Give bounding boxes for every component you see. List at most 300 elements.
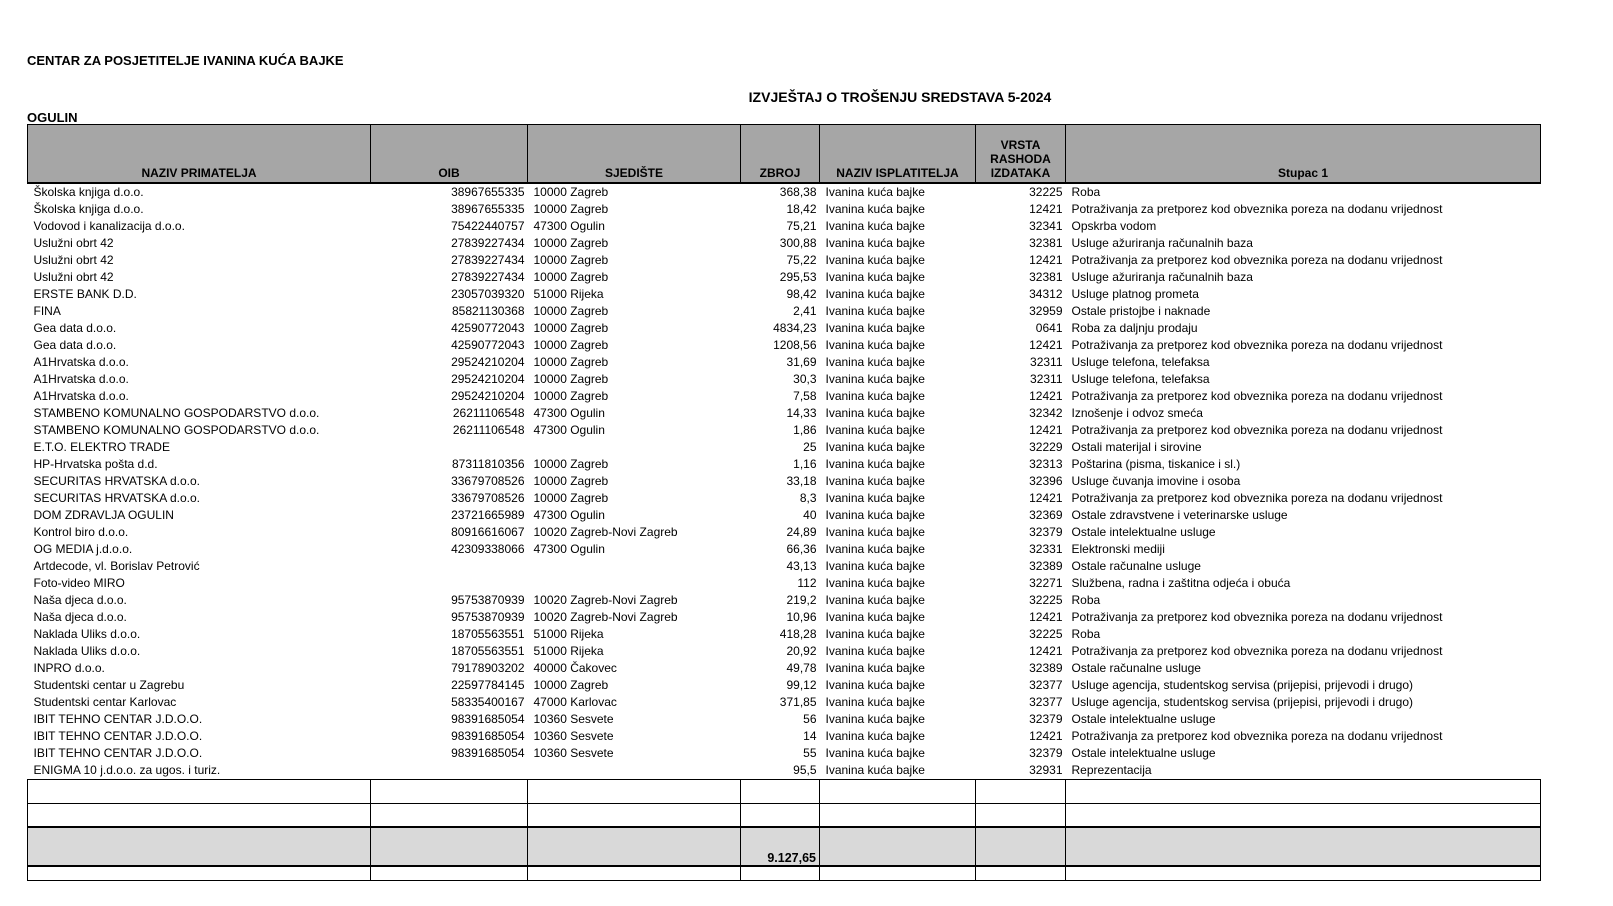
cell-stupac-1: Službena, radna i zaštitna odjeća i obuća [1071,575,1291,590]
cell-vrsta-rashoda-izdataka: 34312 [1029,286,1063,301]
table-row [28,388,1541,405]
table-row [28,711,1541,728]
cell-vrsta-rashoda-izdataka: 12421 [1029,422,1063,437]
cell-stupac-1: Usluge ažuriranja računalnih baza [1071,269,1253,284]
cell-stupac-1: Ostale zdravstvene i veterinarske usluge [1071,507,1288,522]
cell-oib: 23057039320 [451,286,525,301]
cell-stupac-1: Potraživanja za pretporez kod obveznika poreza na dodanu vrijednost [1071,728,1443,743]
cell-sjediste: 10000 Zagreb [533,201,609,216]
cell-sjediste: 10360 Sesvete [533,745,614,760]
cell-vrsta-rashoda-izdataka: 32369 [1029,507,1063,522]
table-row [28,371,1541,388]
cell-sjediste: 10000 Zagreb [533,371,609,386]
footer-empty-row [28,803,1541,827]
cell-zbroj: 33,18 [786,473,817,488]
cell-stupac-1: Potraživanja za pretporez kod obveznika poreza na dodanu vrijednost [1071,337,1443,352]
cell-oib: 75422440757 [451,218,525,233]
cell-vrsta-rashoda-izdataka: 32225 [1029,184,1063,199]
cell-sjediste: 10000 Zagreb [533,235,609,250]
cell-zbroj: 75,22 [786,252,817,267]
cell-vrsta-rashoda-izdataka: 12421 [1029,609,1063,624]
cell-naziv-isplatitelja: Ivanina kuća bajke [825,337,925,352]
cell-oib [371,558,528,575]
footer-cell [820,803,976,827]
footer-cell [741,803,820,827]
cell-naziv-isplatitelja: Ivanina kuća bajke [825,320,925,335]
cell-stupac-1: Ostale pristojbe i naknade [1071,303,1211,318]
cell-vrsta-rashoda-izdataka: 32381 [1029,269,1063,284]
cell-naziv-isplatitelja: Ivanina kuća bajke [825,626,925,641]
table-row [28,252,1541,269]
footer-cell [1066,779,1541,803]
cell-vrsta-rashoda-izdataka: 32342 [1029,405,1063,420]
cell-naziv-primatelja: OG MEDIA j.d.o.o. [33,541,133,556]
cell-naziv-primatelja: HP-Hrvatska pošta d.d. [33,456,158,471]
cell-oib: 29524210204 [451,388,525,403]
cell-vrsta-rashoda-izdataka: 32396 [1029,473,1063,488]
cell-vrsta-rashoda-izdataka: 32377 [1029,677,1063,692]
cell-naziv-primatelja: Vodovod i kanalizacija d.o.o. [33,218,185,233]
cell-sjediste: 40000 Čakovec [533,660,617,675]
table-row [28,677,1541,694]
cell-vrsta-rashoda-izdataka: 32381 [1029,235,1063,250]
table-row [28,183,1541,201]
footer-cell [1066,803,1541,827]
cell-zbroj: 10,96 [786,609,817,624]
cell-oib: 33679708526 [451,490,525,505]
footer-cell [28,866,371,880]
cell-sjediste: 51000 Rijeka [533,643,604,658]
cell-zbroj: 98,42 [786,286,817,301]
cell-naziv-primatelja: Naklada Uliks d.o.o. [33,626,141,641]
cell-naziv-isplatitelja: Ivanina kuća bajke [825,371,925,386]
cell-naziv-isplatitelja: Ivanina kuća bajke [825,303,925,318]
cell-naziv-primatelja: IBIT TEHNO CENTAR J.D.O.O. [33,745,203,760]
total-zbroj-value: 9.127,65 [741,827,820,866]
cell-naziv-primatelja: FINA [33,303,61,318]
total-row [28,827,1541,866]
cell-sjediste: 10000 Zagreb [533,320,609,335]
cell-stupac-1: Usluge agencija, studentskog servisa (prijepisi, prijevodi i drugo) [1071,677,1414,692]
cell-naziv-isplatitelja: Ivanina kuća bajke [825,507,925,522]
cell-oib: 42590772043 [451,320,525,335]
cell-zbroj: 75,21 [786,218,817,233]
cell-oib: 23721665989 [451,507,525,522]
footer-cell [528,779,741,803]
cell-naziv-primatelja: Studentski centar Karlovac [33,694,177,709]
cell-oib: 27839227434 [451,252,525,267]
cell-naziv-isplatitelja: Ivanina kuća bajke [825,201,925,216]
cell-naziv-isplatitelja: Ivanina kuća bajke [825,609,925,624]
cell-vrsta-rashoda-izdataka: 32931 [1029,762,1063,777]
cell-naziv-isplatitelja: Ivanina kuća bajke [825,660,925,675]
cell-naziv-primatelja: Artdecode, vl. Borislav Petrović [33,558,200,573]
cell-zbroj: 295,53 [779,269,817,284]
table-row [28,422,1541,439]
cell-oib: 29524210204 [451,371,525,386]
cell-sjediste: 10000 Zagreb [533,388,609,403]
footer-cell [976,866,1066,880]
cell-oib: 87311810356 [451,456,525,471]
cell-oib: 85821130368 [451,303,525,318]
cell-vrsta-rashoda-izdataka: 32311 [1030,371,1063,386]
cell-vrsta-rashoda-izdataka: 32225 [1029,626,1063,641]
cell-zbroj: 40 [803,507,817,522]
table-row [28,575,1541,592]
cell-naziv-isplatitelja: Ivanina kuća bajke [825,762,925,777]
footer-cell [1066,866,1541,880]
cell-sjediste: 10020 Zagreb-Novi Zagreb [533,609,678,624]
footer-cell [1066,827,1541,866]
cell-zbroj: 24,89 [786,524,817,539]
cell-sjediste: 10000 Zagreb [533,473,609,488]
table-row [28,218,1541,235]
cell-naziv-primatelja: Foto-video MIRO [33,575,125,590]
cell-zbroj: 43,13 [786,558,817,573]
cell-naziv-primatelja: Naša djeca d.o.o. [33,592,127,607]
cell-naziv-isplatitelja: Ivanina kuća bajke [825,388,925,403]
cell-vrsta-rashoda-izdataka: 32229 [1029,439,1063,454]
cell-zbroj: 219,2 [786,592,817,607]
col-header-naziv-primatelja: NAZIV PRIMATELJA [28,125,371,183]
cell-zbroj: 49,78 [786,660,817,675]
cell-naziv-primatelja: A1Hrvatska d.o.o. [33,371,129,386]
col-header-stupac-1: Stupac 1 [1066,125,1541,183]
table-row [28,626,1541,643]
footer-empty-row [28,779,1541,803]
cell-naziv-isplatitelja: Ivanina kuća bajke [825,354,925,369]
cell-naziv-primatelja: SECURITAS HRVATSKA d.o.o. [33,490,200,505]
header-row [28,125,1541,183]
cell-vrsta-rashoda-izdataka: 32311 [1030,354,1063,369]
cell-sjediste: 10020 Zagreb-Novi Zagreb [533,524,678,539]
cell-oib: 42309338066 [451,541,525,556]
cell-zbroj: 14,33 [786,405,817,420]
cell-oib [371,575,528,592]
table-row [28,490,1541,507]
footer-cell [820,827,976,866]
cell-vrsta-rashoda-izdataka: 32389 [1029,558,1063,573]
cell-stupac-1: Reprezentacija [1071,762,1152,777]
footer-cell [528,866,741,880]
cell-sjediste: 47300 Ogulin [533,541,605,556]
col-header-sjediste: SJEDIŠTE [528,125,741,183]
footer-cell [371,866,528,880]
table-row [28,286,1541,303]
cell-zbroj: 18,42 [786,201,817,216]
cell-stupac-1: Potraživanja za pretporez kod obveznika poreza na dodanu vrijednost [1071,643,1443,658]
cell-oib: 18705563551 [451,626,525,641]
cell-sjediste: 47000 Karlovac [533,694,617,709]
cell-vrsta-rashoda-izdataka: 32959 [1029,303,1063,318]
cell-zbroj: 8,3 [799,490,817,505]
table-row [28,694,1541,711]
table-row [28,524,1541,541]
cell-sjediste: 10000 Zagreb [533,252,609,267]
table-row [28,456,1541,473]
cell-vrsta-rashoda-izdataka: 12421 [1029,337,1063,352]
cell-naziv-primatelja: Gea data d.o.o. [33,320,117,335]
cell-zbroj: 7,58 [793,388,817,403]
cell-oib: 98391685054 [451,711,525,726]
cell-naziv-isplatitelja: Ivanina kuća bajke [825,422,925,437]
cell-naziv-primatelja: E.T.O. ELEKTRO TRADE [33,439,170,454]
cell-naziv-primatelja: Naša djeca d.o.o. [33,609,127,624]
cell-stupac-1: Potraživanja za pretporez kod obveznika poreza na dodanu vrijednost [1071,388,1443,403]
footer-cell [28,827,371,866]
cell-naziv-isplatitelja: Ivanina kuća bajke [825,592,925,607]
cell-vrsta-rashoda-izdataka: 32225 [1029,592,1063,607]
cell-sjediste: 10000 Zagreb [533,337,609,352]
table-row [28,558,1541,575]
cell-sjediste: 47300 Ogulin [533,422,605,437]
cell-zbroj: 99,12 [786,677,817,692]
cell-stupac-1: Ostali materijal i sirovine [1071,439,1202,454]
cell-naziv-isplatitelja: Ivanina kuća bajke [825,643,925,658]
cell-naziv-isplatitelja: Ivanina kuća bajke [825,252,925,267]
cell-oib: 42590772043 [451,337,525,352]
cell-zbroj: 20,92 [786,643,817,658]
cell-oib: 22597784145 [451,677,525,692]
table-row [28,473,1541,490]
cell-sjediste: 10000 Zagreb [533,303,609,318]
cell-stupac-1: Usluge platnog prometa [1071,286,1199,301]
cell-naziv-isplatitelja: Ivanina kuća bajke [825,490,925,505]
footer-cell [371,827,528,866]
cell-naziv-isplatitelja: Ivanina kuća bajke [825,184,925,199]
cell-naziv-isplatitelja: Ivanina kuća bajke [825,286,925,301]
table-row [28,643,1541,660]
cell-naziv-primatelja: Naklada Uliks d.o.o. [33,643,141,658]
cell-naziv-primatelja: Studentski centar u Zagrebu [33,677,185,692]
cell-zbroj: 95,5 [793,762,817,777]
cell-stupac-1: Usluge telefona, telefaksa [1071,354,1210,369]
report-table-body [28,183,1541,780]
cell-zbroj: 66,36 [786,541,817,556]
table-row [28,609,1541,626]
cell-stupac-1: Usluge agencija, studentskog servisa (prijepisi, prijevodi i drugo) [1071,694,1414,709]
table-row [28,507,1541,524]
cell-stupac-1: Usluge čuvanja imovine i osoba [1071,473,1241,488]
table-row [28,303,1541,320]
cell-oib: 18705563551 [451,643,525,658]
cell-stupac-1: Usluge telefona, telefaksa [1071,371,1210,386]
cell-oib: 33679708526 [451,473,525,488]
cell-oib: 27839227434 [451,235,525,250]
cell-oib: 26211106548 [452,405,525,420]
cell-oib: 95753870939 [451,592,525,607]
cell-zbroj: 2,41 [793,303,817,318]
cell-sjediste: 47300 Ogulin [533,507,605,522]
table-row [28,660,1541,677]
cell-oib [371,439,528,456]
cell-sjediste: 47300 Ogulin [533,218,605,233]
cell-naziv-primatelja: SECURITAS HRVATSKA d.o.o. [33,473,200,488]
cell-vrsta-rashoda-izdataka: 32379 [1029,524,1063,539]
cell-naziv-primatelja: INPRO d.o.o. [33,660,105,675]
cell-vrsta-rashoda-izdataka: 32379 [1029,745,1063,760]
cell-naziv-isplatitelja: Ivanina kuća bajke [825,235,925,250]
cell-oib: 58335400167 [451,694,525,709]
cell-vrsta-rashoda-izdataka: 12421 [1029,201,1063,216]
cell-oib: 98391685054 [451,728,525,743]
cell-sjediste: 10000 Zagreb [533,184,609,199]
cell-zbroj: 30,3 [793,371,817,386]
cell-vrsta-rashoda-izdataka: 12421 [1029,252,1063,267]
cell-naziv-isplatitelja: Ivanina kuća bajke [825,677,925,692]
footer-cell [741,779,820,803]
cell-sjediste: 51000 Rijeka [533,626,604,641]
table-row [28,269,1541,286]
cell-stupac-1: Roba [1071,184,1101,199]
cell-oib: 38967655335 [451,184,525,199]
cell-stupac-1: Roba za daljnju prodaju [1071,320,1198,335]
footer-cell [528,803,741,827]
cell-vrsta-rashoda-izdataka: 32313 [1029,456,1063,471]
cell-zbroj: 368,38 [779,184,817,199]
cell-zbroj: 300,88 [779,235,817,250]
cell-naziv-primatelja: Školska knjiga d.o.o. [33,201,144,216]
cell-vrsta-rashoda-izdataka: 12421 [1029,388,1063,403]
cell-stupac-1: Ostale intelektualne usluge [1071,745,1216,760]
cell-naziv-isplatitelja: Ivanina kuća bajke [825,541,925,556]
cell-naziv-primatelja: Gea data d.o.o. [33,337,117,352]
cell-sjediste: 10360 Sesvete [533,711,614,726]
cell-naziv-isplatitelja: Ivanina kuća bajke [825,711,925,726]
cell-zbroj: 1208,56 [773,337,817,352]
cell-naziv-isplatitelja: Ivanina kuća bajke [825,745,925,760]
footer-cell [820,866,976,880]
footer-cell [528,827,741,866]
cell-stupac-1: Potraživanja za pretporez kod obveznika poreza na dodanu vrijednost [1071,252,1443,267]
cell-zbroj: 55 [803,745,817,760]
cell-stupac-1: Usluge ažuriranja računalnih baza [1071,235,1253,250]
cell-stupac-1: Iznošenje i odvoz smeća [1071,405,1203,420]
cell-stupac-1: Potraživanja za pretporez kod obveznika poreza na dodanu vrijednost [1071,490,1443,505]
cell-zbroj: 31,69 [786,354,817,369]
cell-sjediste [528,439,741,456]
report-title: IZVJEŠTAJ O TROŠENJU SREDSTAVA 5-2024 [748,89,1052,105]
table-row [28,354,1541,371]
col-header-zbroj: ZBROJ [741,125,820,183]
cell-naziv-primatelja: Uslužni obrt 42 [33,269,114,284]
footer-last-row [28,866,1541,880]
cell-vrsta-rashoda-izdataka: 32271 [1029,575,1063,590]
table-header [28,125,1541,183]
table-row [28,201,1541,218]
cell-sjediste: 10000 Zagreb [533,490,609,505]
cell-zbroj: 112 [797,575,817,590]
cell-naziv-isplatitelja: Ivanina kuća bajke [825,575,925,590]
cell-zbroj: 371,85 [779,694,817,709]
cell-sjediste: 47300 Ogulin [533,405,605,420]
cell-naziv-isplatitelja: Ivanina kuća bajke [825,728,925,743]
footer-cell [820,779,976,803]
cell-vrsta-rashoda-izdataka: 32377 [1029,694,1063,709]
cell-naziv-primatelja: ENIGMA 10 j.d.o.o. za ugos. i turiz. [33,762,221,777]
cell-naziv-primatelja: Uslužni obrt 42 [33,252,114,267]
cell-sjediste: 10000 Zagreb [533,677,609,692]
table-row [28,592,1541,609]
cell-oib: 95753870939 [451,609,525,624]
cell-stupac-1: Ostale intelektualne usluge [1071,524,1216,539]
cell-zbroj: 418,28 [779,626,817,641]
footer-cell [28,779,371,803]
cell-naziv-primatelja: IBIT TEHNO CENTAR J.D.O.O. [33,711,203,726]
cell-vrsta-rashoda-izdataka: 32331 [1029,541,1063,556]
org-city: OGULIN [27,110,78,125]
cell-oib: 27839227434 [451,269,525,284]
cell-naziv-isplatitelja: Ivanina kuća bajke [825,524,925,539]
table-row [28,745,1541,762]
footer-cell [371,779,528,803]
cell-oib: 26211106548 [452,422,525,437]
cell-naziv-isplatitelja: Ivanina kuća bajke [825,405,925,420]
cell-vrsta-rashoda-izdataka: 0641 [1035,320,1063,335]
table-row [28,320,1541,337]
table-row [28,439,1541,456]
cell-vrsta-rashoda-izdataka: 12421 [1029,728,1063,743]
cell-naziv-primatelja: Uslužni obrt 42 [33,235,114,250]
table-row [28,728,1541,745]
cell-oib: 98391685054 [451,745,525,760]
cell-naziv-primatelja: Školska knjiga d.o.o. [33,184,144,199]
footer-cell [976,827,1066,866]
cell-sjediste: 10000 Zagreb [533,456,609,471]
cell-naziv-primatelja: ERSTE BANK D.D. [33,286,137,301]
cell-naziv-isplatitelja: Ivanina kuća bajke [825,473,925,488]
cell-stupac-1: Roba [1071,592,1101,607]
cell-stupac-1: Potraživanja za pretporez kod obveznika poreza na dodanu vrijednost [1071,201,1443,216]
cell-zbroj: 56 [803,711,817,726]
cell-oib: 79178903202 [451,660,525,675]
cell-stupac-1: Ostale računalne usluge [1071,660,1201,675]
table-row [28,762,1541,780]
cell-stupac-1: Elektronski mediji [1071,541,1165,556]
table-row [28,337,1541,354]
cell-oib: 80916616067 [451,524,525,539]
cell-stupac-1: Potraživanja za pretporez kod obveznika poreza na dodanu vrijednost [1071,422,1443,437]
cell-naziv-primatelja: A1Hrvatska d.o.o. [33,388,129,403]
cell-naziv-isplatitelja: Ivanina kuća bajke [825,439,925,454]
cell-sjediste [528,558,741,575]
cell-stupac-1: Roba [1071,626,1101,641]
col-header-naziv-isplatitelja: NAZIV ISPLATITELJA [820,125,976,183]
cell-stupac-1: Poštarina (pisma, tiskanice i sl.) [1071,456,1241,471]
col-header-oib: OIB [371,125,528,183]
cell-sjediste: 10360 Sesvete [533,728,614,743]
cell-oib: 29524210204 [451,354,525,369]
cell-zbroj: 1,86 [793,422,817,437]
cell-zbroj: 14 [803,728,817,743]
cell-naziv-isplatitelja: Ivanina kuća bajke [825,218,925,233]
cell-vrsta-rashoda-izdataka: 12421 [1029,490,1063,505]
table-row [28,405,1541,422]
table-row [28,235,1541,252]
cell-naziv-isplatitelja: Ivanina kuća bajke [825,456,925,471]
cell-naziv-primatelja: A1Hrvatska d.o.o. [33,354,129,369]
cell-vrsta-rashoda-izdataka: 32389 [1029,660,1063,675]
table-footer [28,779,1541,880]
cell-vrsta-rashoda-izdataka: 12421 [1029,643,1063,658]
cell-zbroj: 4834,23 [773,320,817,335]
footer-cell [371,803,528,827]
cell-sjediste: 10020 Zagreb-Novi Zagreb [533,592,678,607]
cell-zbroj: 25 [803,439,817,454]
cell-stupac-1: Opskrba vodom [1071,218,1157,233]
cell-naziv-primatelja: Kontrol biro d.o.o. [33,524,129,539]
footer-cell [28,803,371,827]
